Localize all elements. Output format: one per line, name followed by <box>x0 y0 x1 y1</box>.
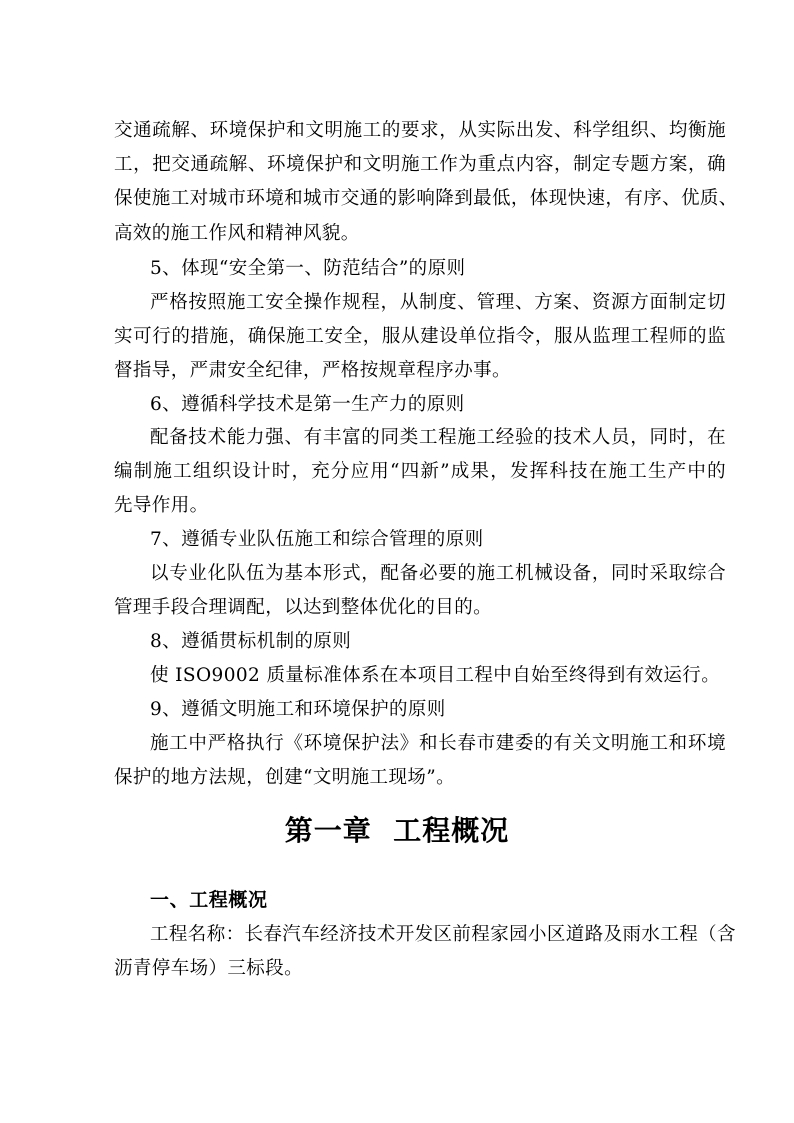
principle-7-line-2: 管理手段合理调配，以达到整体优化的目的。 <box>114 597 493 618</box>
principle-9-heading: 9、遵循文明施工和环境保护的原则 <box>150 699 446 720</box>
intro-line-3: 保使施工对城市环境和城市交通的影响降到最低，体现快速，有序、优质、 <box>114 188 738 209</box>
chapter-title: 第一章 工程概况 <box>284 814 510 847</box>
principle-6-line-1: 配备技术能力强、有丰富的同类工程施工经验的技术人员，同时，在 <box>150 427 726 448</box>
intro-line-2: 工，把交通疏解、环境保护和文明施工作为重点内容，制定专题方案，确 <box>114 154 726 175</box>
intro-line-1: 交通疏解、环境保护和文明施工的要求，从实际出发、科学组织、均衡施 <box>114 120 726 141</box>
section-line-2: 沥青停车场）三标段。 <box>114 958 304 979</box>
principle-6-heading: 6、遵循科学技术是第一生产力的原则 <box>150 394 465 415</box>
principle-7-heading: 7、遵循专业队伍施工和综合管理的原则 <box>150 529 484 550</box>
principle-8-heading: 8、遵循贯标机制的原则 <box>150 631 352 652</box>
principle-6-line-3: 先导作用。 <box>114 495 209 516</box>
principle-9-line-1: 施工中严格执行《环境保护法》和长春市建委的有关文明施工和环境 <box>150 733 726 754</box>
principle-5-line-2: 实可行的措施，确保施工安全，服从建设单位指令，服从监理工程师的监 <box>114 326 726 347</box>
principle-7-line-1: 以专业化队伍为基本形式，配备必要的施工机械设备，同时采取综合 <box>150 563 726 584</box>
principle-8-line-1: 使 ISO9002 质量标准体系在本项目工程中自始至终得到有效运行。 <box>150 665 721 686</box>
section-title: 一、工程概况 <box>150 889 268 911</box>
principle-5-line-1: 严格按照施工安全操作规程，从制度、管理、方案、资源方面制定切 <box>150 292 726 313</box>
principle-5-heading: 5、体现“安全第一、防范结合”的原则 <box>150 258 466 279</box>
principle-6-line-2: 编制施工组织设计时，充分应用“四新”成果，发挥科技在施工生产中的 <box>114 461 726 482</box>
principle-5-line-3: 督指导，严肃安全纪律，严格按规章程序办事。 <box>114 360 511 381</box>
section-line-1: 工程名称：长春汽车经济技术开发区前程家园小区道路及雨水工程（含 <box>150 924 736 945</box>
principle-9-line-2: 保护的地方法规，创建“文明施工现场”。 <box>114 767 456 788</box>
intro-line-4: 高效的施工作风和精神风貌。 <box>114 223 360 244</box>
